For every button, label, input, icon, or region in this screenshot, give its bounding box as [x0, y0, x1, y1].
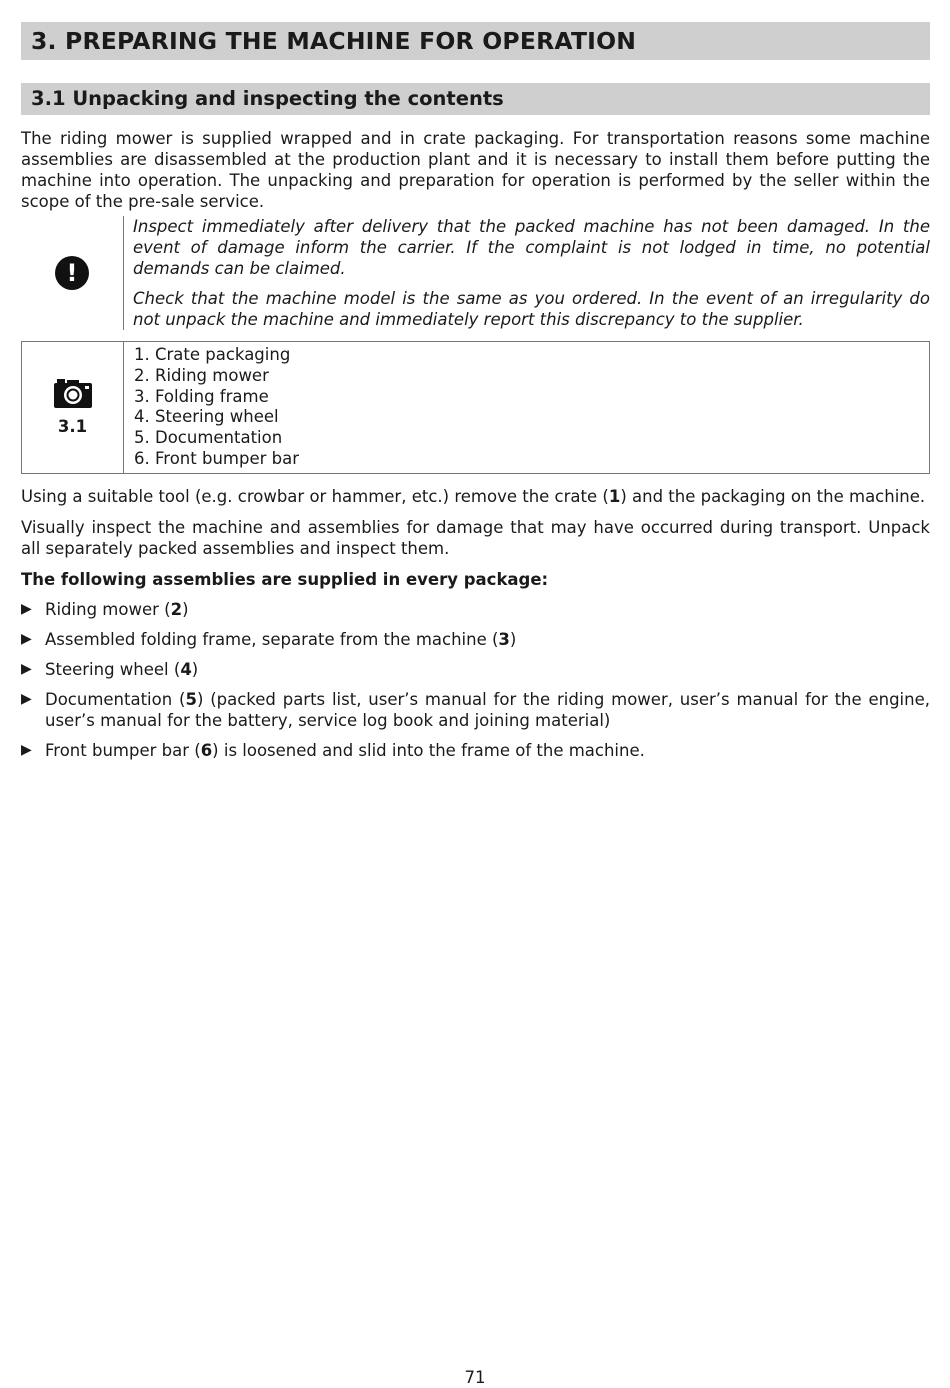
legend-item: 3. Folding frame [134, 386, 269, 406]
inspection-paragraph: Visually inspect the machine and assemblies for damage that may have occurred during transport. Unpack all separately packed assemblies and inspect them. [21, 518, 930, 558]
exclamation-icon: ! [55, 256, 89, 290]
list-item: ▶ Steering wheel (4) [21, 660, 199, 679]
triangle-bullet-icon: ▶ [21, 691, 32, 707]
legend-item: 4. Steering wheel [134, 407, 279, 427]
assemblies-list [21, 599, 930, 761]
warning-paragraph-2: Check that the machine model is the same as you ordered. In the event of an irregularity do not unpack the machine and immediately report this discrepancy to the supplier. [133, 289, 930, 329]
figure-box [21, 341, 930, 474]
triangle-bullet-icon: ▶ [21, 631, 32, 647]
warning-paragraph-1: Inspect immediately after delivery that the packed machine has not been damaged. In the event of damage inform the carrier. If the complaint is not lodged in time, no potential demands can be claimed. [133, 217, 930, 278]
intro-paragraph: The riding mower is supplied wrapped and in crate packaging. For transportation reasons some machine assemblies are disassembled at the production plant and it is necessary to install them before putting the machine into operation. The unpacking and preparation for operation is performed by the seller within the scope of the pre-sale service. [21, 129, 930, 211]
list-item: ▶ Assembled folding frame, separate from the machine (3) [21, 630, 517, 649]
document-page [21, 22, 930, 770]
legend-item: 2. Riding mower [134, 365, 269, 385]
assemblies-heading: The following assemblies are supplied in every package: [21, 570, 549, 589]
page-number: 71 [464, 1368, 486, 1387]
warning-box [21, 216, 930, 330]
list-item: ▶ Documentation (5) (packed parts list, user’s manual for the riding mower, user’s manual for the engine, user’s manual for the battery, service log book and joining material) [21, 690, 930, 730]
figure-number: 3.1 [57, 417, 88, 436]
triangle-bullet-icon: ▶ [21, 661, 32, 677]
section-title: 3. PREPARING THE MACHINE FOR OPERATION [21, 22, 930, 60]
legend-item: 6. Front bumper bar [134, 448, 299, 468]
crate-removal-paragraph: Using a suitable tool (e.g. crowbar or hammer, etc.) remove the crate (1) and the packaging on the machine. [21, 487, 926, 506]
triangle-bullet-icon: ▶ [21, 742, 32, 758]
list-item: ▶ Riding mower (2) [21, 600, 189, 619]
triangle-bullet-icon: ▶ [21, 601, 32, 617]
legend-item: 1. Crate packaging [134, 345, 291, 364]
warning-text [123, 216, 930, 330]
figure-legend [124, 342, 299, 473]
camera-icon [54, 378, 92, 408]
list-item: ▶ Front bumper bar (6) is loosened and slid into the frame of the machine. [21, 741, 645, 760]
subsection-title: 3.1 Unpacking and inspecting the contents [21, 83, 930, 115]
legend-item: 5. Documentation [134, 428, 283, 448]
